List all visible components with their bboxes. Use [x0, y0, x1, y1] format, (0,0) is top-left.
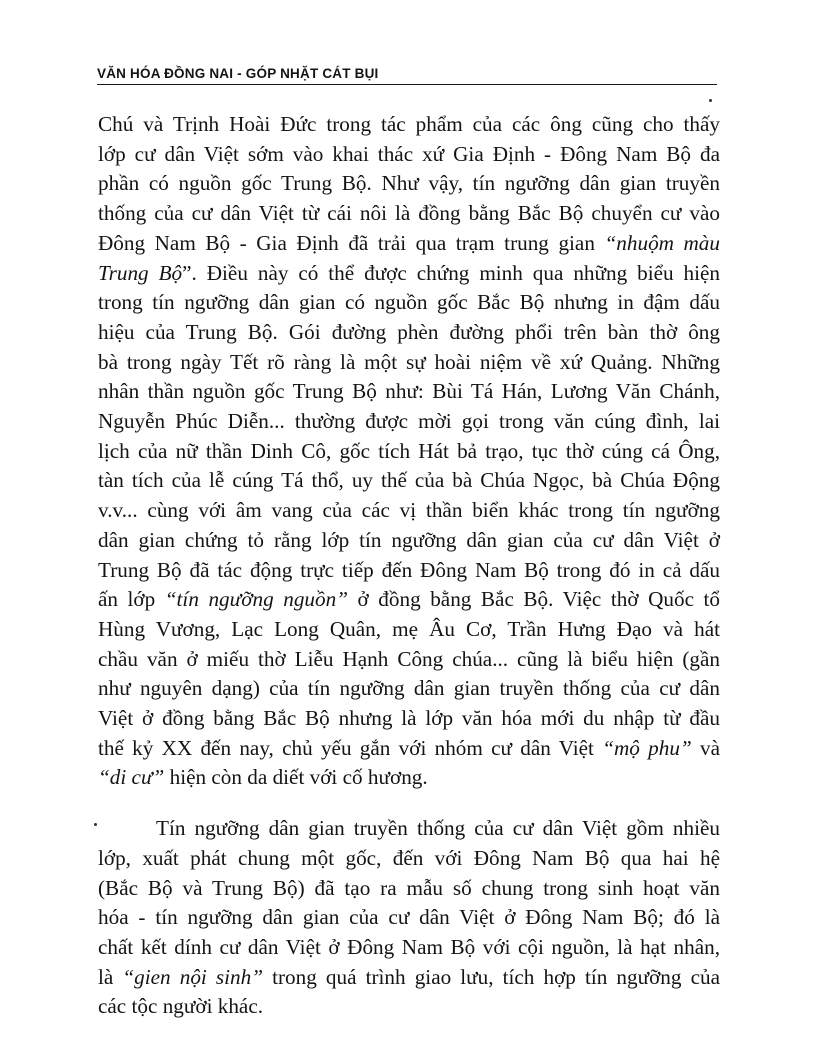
text-run: tàn tích của lễ cúng Tá thổ, uy thế của bà Chúa Ngọc, bà Chúa Động	[98, 468, 720, 493]
text-run: Chú và Trịnh Hoài Đức trong tác phẩm của các ông cũng cho thấy	[98, 112, 720, 136]
text-run: trong tín ngưỡng dân gian có nguồn gốc Bắc Bộ nhưng in đậm dấu	[98, 290, 720, 315]
text-run: lớp, xuất phát chung một gốc, đến với Đông Nam Bộ qua hai hệ	[98, 845, 720, 870]
text-run: hiện còn da diết với cố hương.	[164, 765, 428, 790]
text-line	[98, 556, 720, 586]
text-line	[98, 110, 720, 140]
text-run: lịch của nữ thần Dinh Cô, gốc tích Hát bả trạo, tục thờ cúng cá Ông,	[98, 438, 720, 463]
text-line	[98, 437, 720, 467]
text-run: (Bắc Bộ và Trung Bộ) đã tạo ra mẫu số chung trong sinh hoạt văn	[98, 875, 720, 900]
text-run: ”. Điều này có thể được chứng minh qua những biểu hiện	[182, 260, 720, 285]
text-run: lớp cư dân Việt sớm vào khai thác xứ Gia Định - Đông Nam Bộ đa	[98, 141, 720, 166]
italic-phrase: “nhuộm màu	[604, 230, 720, 255]
text-run: hiệu của Trung Bộ. Gói đường phèn đường phổi trên bàn thờ ông	[98, 319, 720, 344]
text-line	[98, 199, 720, 229]
text-run: Việt ở đồng bằng Bắc Bộ nhưng là lớp văn hóa mới du nhập từ đầu	[98, 706, 720, 731]
text-run: phần có nguồn gốc Trung Bộ. Như vậy, tín ngưỡng dân gian truyền	[98, 171, 720, 196]
text-run: là	[98, 964, 123, 989]
text-run: Đông Nam Bộ - Gia Định đã trải qua trạm trung gian	[98, 230, 605, 255]
italic-phrase: “tín ngưỡng nguồn”	[164, 587, 348, 612]
text-line	[98, 526, 720, 556]
text-line	[98, 140, 720, 170]
text-line	[98, 229, 720, 259]
text-line	[98, 704, 720, 734]
body-text	[98, 110, 720, 1022]
text-line	[98, 377, 720, 407]
text-run: trong quá trình giao lưu, tích hợp tín ngưỡng của	[263, 964, 720, 989]
text-line	[98, 814, 720, 844]
running-header: VĂN HÓA ĐỒNG NAI - GÓP NHẶT CÁT BỤI	[97, 66, 717, 85]
text-run: bà trong ngày Tết rõ ràng là một sự hoài niệm về xứ Quảng. Những	[98, 349, 720, 374]
text-line	[98, 963, 720, 993]
text-line	[98, 318, 720, 348]
text-run: thế kỷ XX đến nay, chủ yếu gắn với nhóm cư dân Việt	[98, 735, 603, 760]
text-run: chầu văn ở miếu thờ Liễu Hạnh Công chúa... cũng là biểu hiện (gần	[98, 646, 720, 671]
text-line	[98, 992, 720, 1022]
text-line	[98, 933, 720, 963]
text-line	[98, 259, 720, 289]
text-run: v.v... cùng với âm vang của các vị thần biển khác trong tín ngưỡng	[98, 498, 720, 523]
text-run: ấn lớp	[98, 587, 165, 612]
italic-phrase: Trung Bộ	[98, 260, 183, 285]
text-line	[98, 734, 720, 764]
text-line	[98, 903, 720, 933]
text-run: dân gian chứng tỏ rằng lớp tín ngưỡng dân gian của cư dân Việt ở	[98, 527, 720, 552]
text-line	[98, 466, 720, 496]
text-run: chất kết dính cư dân Việt ở Đông Nam Bộ với cội nguồn, là hạt nhân,	[98, 934, 720, 959]
text-line	[98, 348, 720, 378]
text-run: hóa - tín ngưỡng dân gian của cư dân Việt ở Đông Nam Bộ; đó là	[98, 905, 720, 930]
text-run: ở đồng bằng Bắc Bộ. Việc thờ Quốc tổ	[348, 587, 720, 612]
italic-phrase: “gien nội sinh”	[122, 964, 264, 989]
scan-speck	[94, 823, 97, 826]
text-run: Nguyễn Phúc Diễn... thường được mời gọi trong văn cúng đình, lai	[98, 409, 720, 434]
text-line	[98, 496, 720, 526]
italic-phrase: “di cư”	[98, 765, 165, 790]
text-line	[98, 288, 720, 318]
text-line	[98, 585, 720, 615]
text-run: và	[691, 735, 720, 760]
text-line	[98, 169, 720, 199]
text-line	[98, 874, 720, 904]
text-line	[98, 615, 720, 645]
text-run: Tín ngưỡng dân gian truyền thống của cư dân Việt gồm nhiều	[156, 816, 720, 841]
scan-speck	[709, 99, 712, 102]
text-run: thống của cư dân Việt từ cái nôi là đồng bằng Bắc Bộ chuyển cư vào	[98, 201, 720, 226]
text-line	[98, 844, 720, 874]
text-line	[98, 645, 720, 675]
text-run: Trung Bộ đã tác động trực tiếp đến Đông Nam Bộ trong đó in cả dấu	[98, 557, 720, 582]
italic-phrase: “mộ phu”	[602, 735, 692, 760]
paragraph-2	[98, 814, 720, 1022]
text-run: như nguyên dạng) của tín ngưỡng dân gian truyền thống của cư dân	[98, 676, 720, 701]
text-run: Hùng Vương, Lạc Long Quân, mẹ Âu Cơ, Trần Hưng Đạo và hát	[98, 616, 720, 641]
paragraph-1	[98, 110, 720, 793]
text-line	[98, 407, 720, 437]
text-run: các tộc người khác.	[98, 994, 264, 1019]
text-line	[98, 674, 720, 704]
text-run: nhân thần nguồn gốc Trung Bộ như: Bùi Tá Hán, Lương Văn Chánh,	[98, 379, 720, 404]
text-line	[98, 763, 720, 793]
